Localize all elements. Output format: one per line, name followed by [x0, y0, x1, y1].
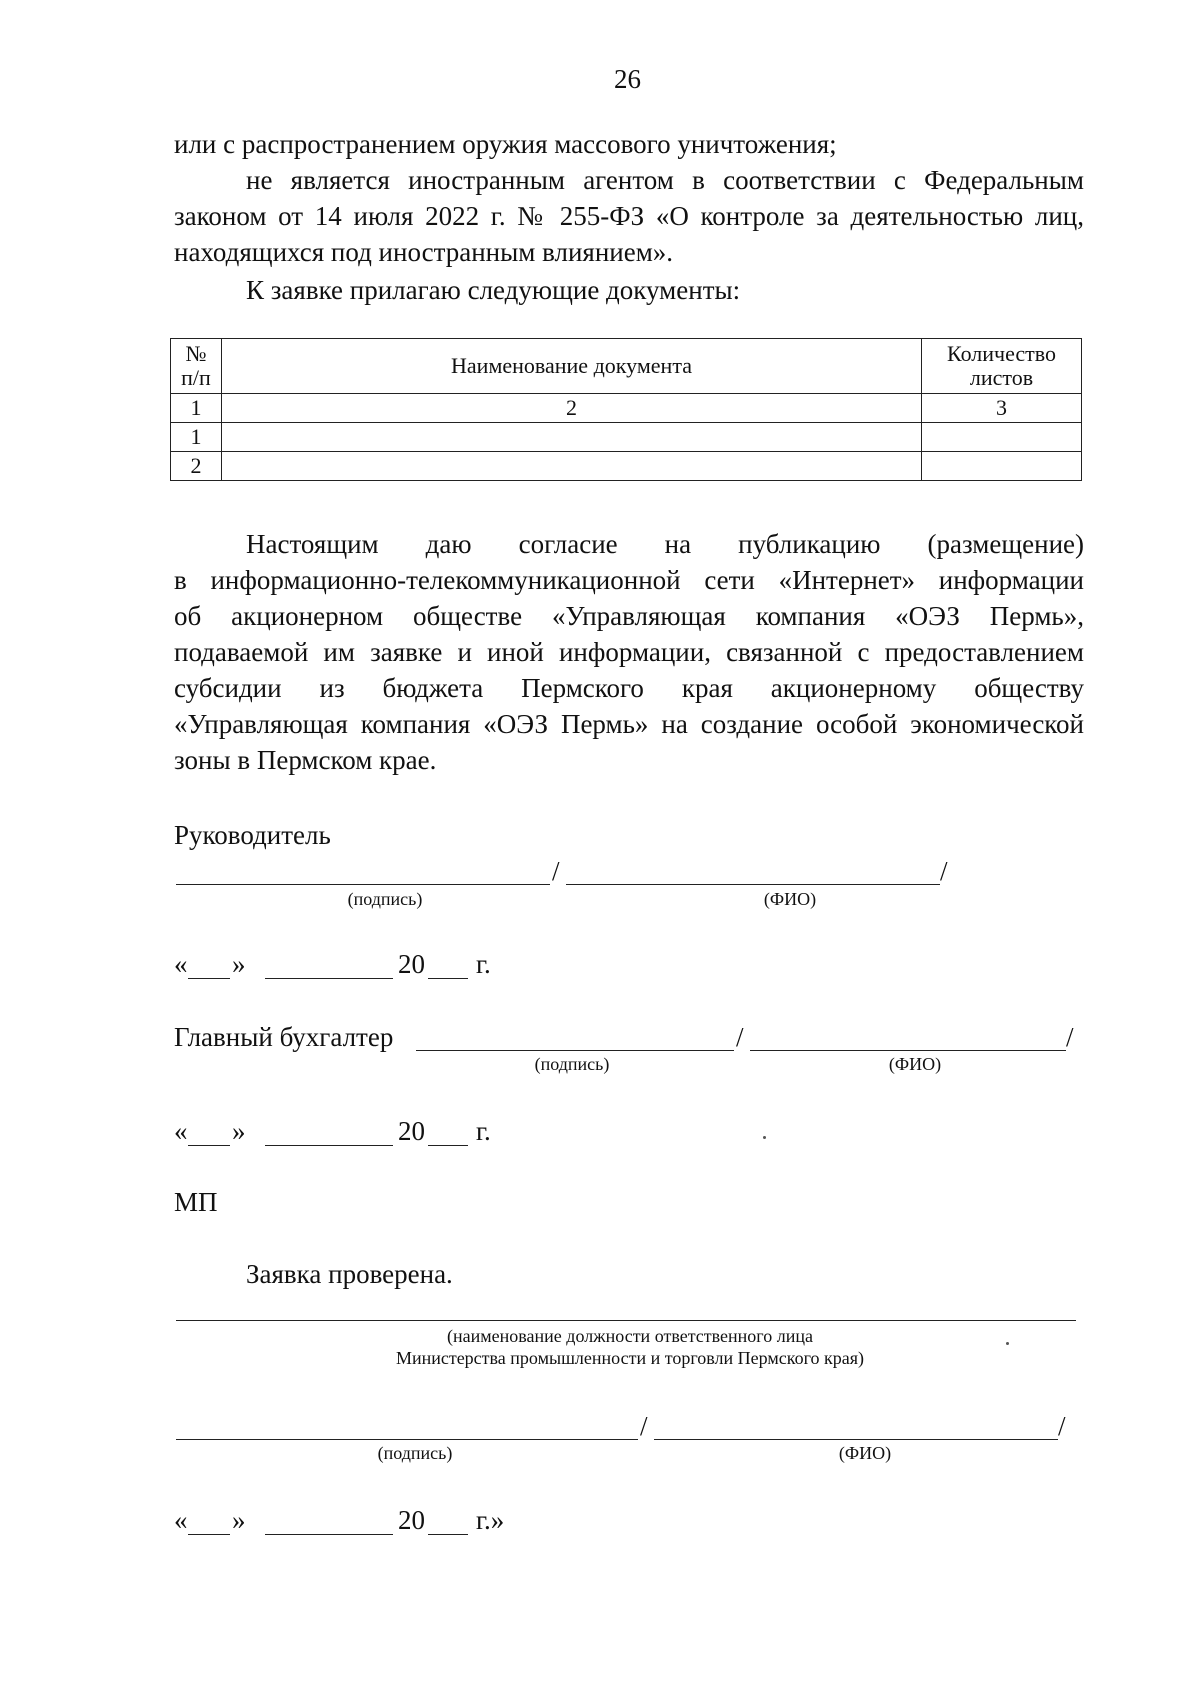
- head-name-line[interactable]: [566, 884, 940, 885]
- scan-speck: [1006, 1342, 1009, 1345]
- official-position-line[interactable]: [176, 1320, 1076, 1321]
- header-num: [171, 339, 222, 394]
- date-year-line[interactable]: [428, 1534, 468, 1535]
- date-year-prefix: 20: [398, 1505, 425, 1535]
- scan-speck: [763, 1136, 766, 1139]
- row-num: 2: [171, 452, 222, 481]
- separator-slash: /: [736, 1022, 744, 1052]
- intro-line-3: законом от 14 июля 2022 г. № 255-ФЗ «О контроле за деятельностью лиц,: [174, 201, 1084, 231]
- date-day-line[interactable]: [188, 978, 230, 979]
- date-open-quote: «: [174, 1116, 188, 1146]
- row-num: 1: [171, 423, 222, 452]
- consent-line-2: в информационно-телекоммуникационной сети «Интернет» информации: [174, 565, 1084, 595]
- date-close-quote: »: [232, 949, 246, 979]
- separator-slash: /: [1066, 1022, 1074, 1052]
- head-signature-line[interactable]: [176, 884, 550, 885]
- separator-slash: /: [552, 856, 560, 886]
- header-num-line1: №: [185, 341, 207, 366]
- date-open-quote: «: [174, 1505, 188, 1535]
- accountant-signature-line[interactable]: [416, 1050, 734, 1051]
- date-year-prefix: 20: [398, 1116, 425, 1146]
- header-qty: [922, 339, 1082, 394]
- date-close-quote: »: [232, 1116, 246, 1146]
- separator-slash: /: [1058, 1411, 1066, 1441]
- column-number-row: [171, 394, 1082, 423]
- header-qty-line1: Количество: [947, 341, 1057, 366]
- separator-slash: /: [940, 856, 948, 886]
- date-day-line[interactable]: [188, 1534, 230, 1535]
- official-name-caption: (ФИО): [838, 1443, 892, 1463]
- header-num-line2: п/п: [181, 365, 211, 390]
- date-year-line[interactable]: [428, 1145, 468, 1146]
- column-number: 1: [171, 394, 222, 423]
- date-year-suffix: г.: [476, 949, 491, 979]
- table-row: [171, 452, 1082, 481]
- accountant-name-line[interactable]: [750, 1050, 1066, 1051]
- separator-slash: /: [640, 1411, 648, 1441]
- date-month-line[interactable]: [265, 978, 393, 979]
- table-row: [171, 423, 1082, 452]
- table-header-row: [171, 339, 1082, 394]
- official-caption-line2: Министерства промышленности и торговли Пермского края): [395, 1348, 865, 1368]
- date-year-suffix-final: г.»: [476, 1505, 505, 1535]
- accountant-name-caption: (ФИО): [888, 1054, 942, 1074]
- date-open-quote: «: [174, 949, 188, 979]
- row-qty[interactable]: [922, 423, 1082, 452]
- row-name[interactable]: [221, 423, 921, 452]
- head-signature-caption: (подпись): [347, 889, 423, 909]
- consent-line-5: субсидии из бюджета Пермского края акционерному обществу: [174, 673, 1084, 703]
- consent-line-6: «Управляющая компания «ОЭЗ Пермь» на создание особой экономической: [174, 709, 1084, 739]
- head-name-caption: (ФИО): [763, 889, 817, 909]
- header-qty-line2: листов: [969, 365, 1034, 390]
- consent-line-7: зоны в Пермском крае.: [174, 745, 437, 775]
- date-year-line[interactable]: [428, 978, 468, 979]
- date-month-line[interactable]: [265, 1145, 393, 1146]
- row-name[interactable]: [221, 452, 921, 481]
- official-signature-line[interactable]: [176, 1439, 638, 1440]
- seal-label: МП: [174, 1187, 218, 1217]
- accountant-signature-caption: (подпись): [534, 1054, 610, 1074]
- head-title: Руководитель: [174, 820, 331, 850]
- date-day-line[interactable]: [188, 1145, 230, 1146]
- consent-line-4: подаваемой им заявке и иной информации, связанной с предоставлением: [174, 637, 1084, 667]
- column-number: 3: [922, 394, 1082, 423]
- consent-line-3: об акционерном обществе «Управляющая компания «ОЭЗ Пермь»,: [174, 601, 1084, 631]
- row-qty[interactable]: [922, 452, 1082, 481]
- attachments-lead: К заявке прилагаю следующие документы:: [246, 275, 741, 305]
- accountant-title: Главный бухгалтер: [174, 1022, 394, 1052]
- official-name-line[interactable]: [654, 1439, 1058, 1440]
- intro-line-1: или с распространением оружия массового уничтожения;: [174, 129, 837, 159]
- consent-line-1: Настоящим даю согласие на публикацию (размещение): [246, 529, 1084, 559]
- page-number: 26: [614, 64, 641, 94]
- column-number: 2: [221, 394, 921, 423]
- intro-line-2: не является иностранным агентом в соответствии с Федеральным: [246, 165, 1084, 195]
- official-signature-caption: (подпись): [377, 1443, 453, 1463]
- documents-table: [170, 338, 1082, 481]
- header-name: Наименование документа: [221, 339, 921, 394]
- intro-line-4: находящихся под иностранным влиянием».: [174, 237, 674, 267]
- date-close-quote: »: [232, 1505, 246, 1535]
- date-month-line[interactable]: [265, 1534, 393, 1535]
- date-year-prefix: 20: [398, 949, 425, 979]
- date-year-suffix: г.: [476, 1116, 491, 1146]
- official-caption-line1: (наименование должности ответственного лица: [447, 1326, 813, 1346]
- checked-label: Заявка проверена.: [246, 1259, 453, 1289]
